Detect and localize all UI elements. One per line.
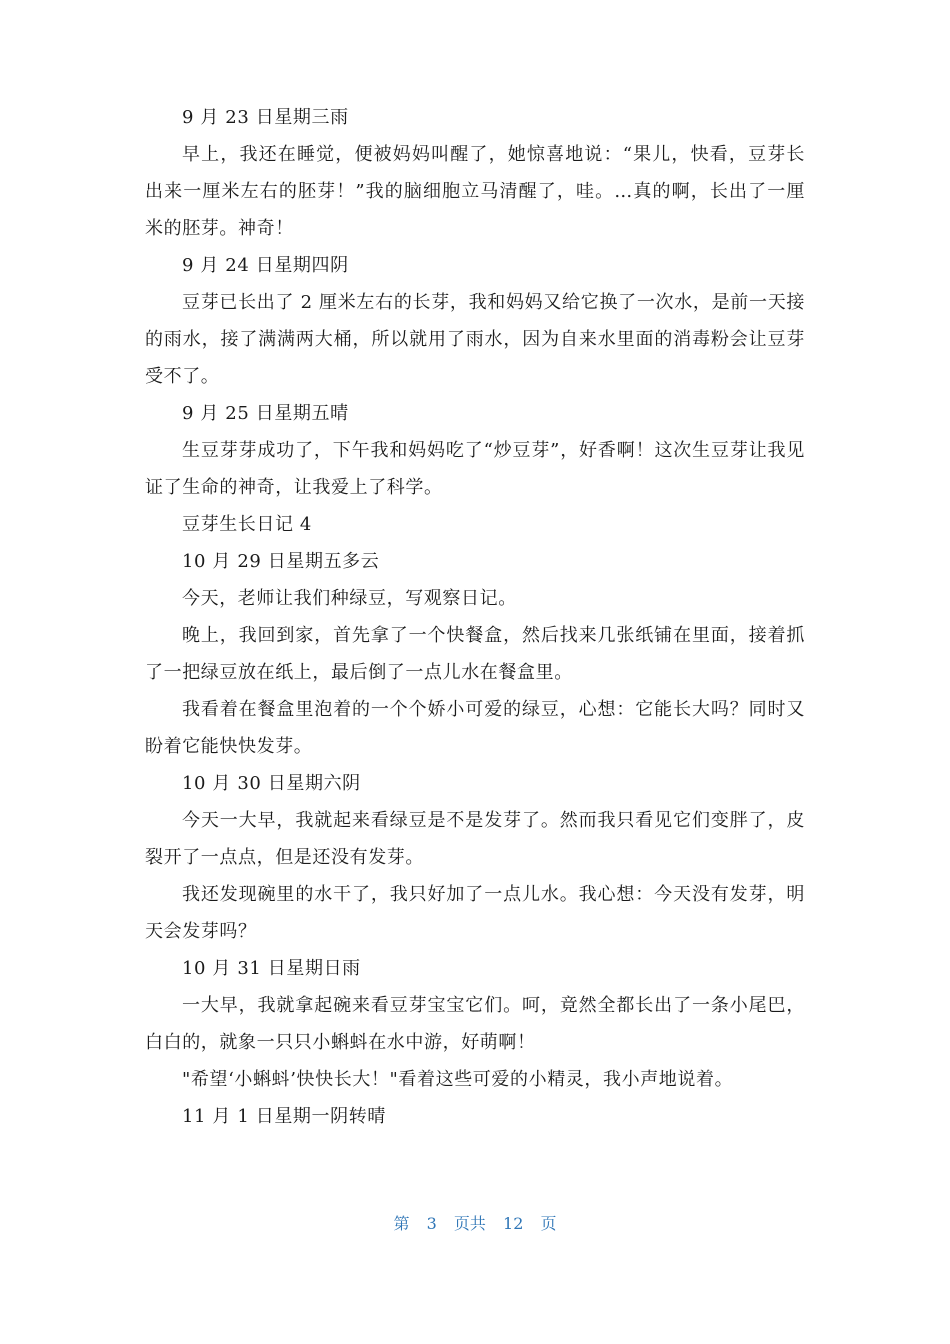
page-footer [0, 1211, 950, 1234]
section-title: 豆芽生长日记 4 [182, 514, 312, 535]
date-heading: 9 月 23 日星期三雨 [182, 107, 349, 128]
paragraph: "希望‘小蝌蚪’快快长大！"看着这些可爱的小精灵，我小声地说着。 [182, 1069, 734, 1090]
footer-di: 第 [393, 1214, 410, 1233]
date-heading: 10 月 30 日星期六阴 [182, 773, 361, 794]
footer-total-pages: 12 [503, 1214, 524, 1233]
paragraph: 晚上，我回到家，首先拿了一个快餐盒，然后找来几张纸铺在里面，接着抓了一把绿豆放在纸上，最后倒了一点儿水在餐盒里。 [145, 625, 805, 683]
date-heading: 11 月 1 日星期一阴转晴 [182, 1106, 386, 1127]
paragraph: 今天一大早，我就起来看绿豆是不是发芽了。然而我只看见它们变胖了，皮裂开了一点点，但是还没有发芽。 [145, 810, 805, 868]
date-heading: 10 月 31 日星期日雨 [182, 958, 361, 979]
footer-current-page: 3 [426, 1214, 437, 1233]
footer-ye-gong: 页共 [453, 1214, 486, 1233]
date-heading: 9 月 25 日星期五晴 [182, 403, 349, 424]
paragraph: 早上，我还在睡觉，便被妈妈叫醒了，她惊喜地说：“果儿，快看，豆芽长出来一厘米左右的胚芽！”我的脑细胞立马清醒了，哇。…真的啊，长出了一厘米的胚芽。神奇！ [145, 144, 805, 239]
date-heading: 9 月 24 日星期四阴 [182, 255, 349, 276]
document-body [145, 99, 805, 1135]
paragraph: 生豆芽芽成功了，下午我和妈妈吃了“炒豆芽”，好香啊！这次生豆芽让我见证了生命的神奇，让我爱上了科学。 [145, 440, 805, 498]
footer-ye: 页 [540, 1214, 557, 1233]
paragraph: 我还发现碗里的水干了，我只好加了一点儿水。我心想：今天没有发芽，明天会发芽吗？ [145, 884, 805, 942]
paragraph: 一大早，我就拿起碗来看豆芽宝宝它们。呵，竟然全都长出了一条小尾巴，白白的，就象一只只小蝌蚪在水中游，好萌啊！ [145, 995, 805, 1053]
paragraph: 豆芽已长出了 2 厘米左右的长芽，我和妈妈又给它换了一次水，是前一天接的雨水，接了满满两大桶，所以就用了雨水，因为自来水里面的消毒粉会让豆芽受不了。 [145, 292, 805, 387]
paragraph: 我看着在餐盒里泡着的一个个娇小可爱的绿豆，心想：它能长大吗？同时又盼着它能快快发芽。 [145, 699, 805, 757]
date-heading: 10 月 29 日星期五多云 [182, 551, 380, 572]
paragraph: 今天，老师让我们种绿豆，写观察日记。 [182, 588, 517, 609]
